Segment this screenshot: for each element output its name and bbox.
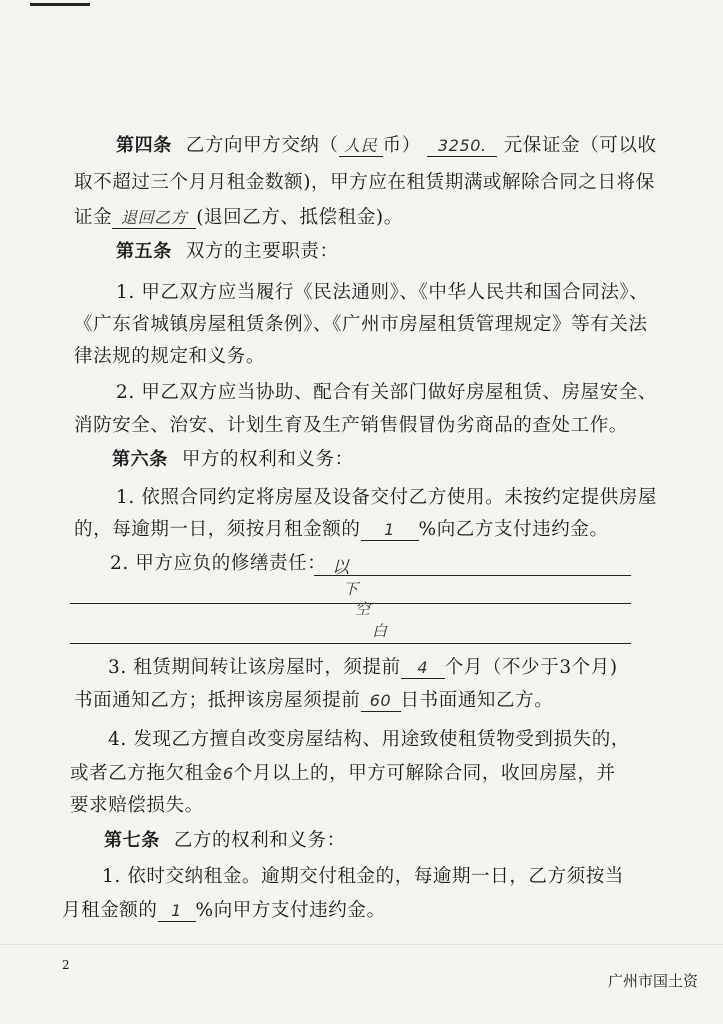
article6-item3-line2: 书面通知乙方；抵押该房屋须提前 60 日书面通知乙方。: [74, 690, 554, 711]
article6-item4-line3: 要求赔偿损失。: [70, 795, 204, 816]
article7-heading-line: 第七条 乙方的权利和义务：: [104, 830, 346, 851]
article5-heading: 第五条: [116, 241, 172, 262]
article7-heading: 第七条: [104, 830, 160, 851]
landlord-penalty-blank: 1: [361, 520, 419, 541]
arrears-months: 6: [222, 764, 234, 783]
article5-item1-line1: 1. 甲乙双方应当履行《民法通则》、《中华人民共和国合同法》、: [116, 282, 649, 303]
article6-item1-line1: 1. 依照合同约定将房屋及设备交付乙方使用。未按约定提供房屋: [116, 487, 658, 508]
article5-item2-line2: 消防安全、治安、计划生育及生产销售假冒伪劣商品的查处工作。: [74, 415, 628, 436]
article6-heading: 第六条: [112, 449, 168, 470]
article4-heading: 第四条: [116, 135, 172, 156]
article5-item2-line1: 2. 甲乙双方应当协助、配合有关部门做好房屋租赁、房屋安全、: [116, 382, 658, 403]
repair-handwriting-3: 空: [355, 600, 371, 618]
repair-blank-line-1: [314, 575, 631, 576]
page-number: 2: [62, 958, 70, 972]
scan-artifact-line: [0, 944, 723, 945]
article6-item4-line2: 或者乙方拖欠租金6个月以上的，甲方可解除合同，收回房屋，并: [70, 763, 616, 784]
article7-item1-line1: 1. 依时交纳租金。逾期交付租金的，每逾期一日，乙方须按当: [102, 866, 624, 887]
article6-heading-line: 第六条 甲方的权利和义务：: [112, 449, 354, 470]
article4-line2: 取不超过三个月月租金数额)，甲方应在租赁期满或解除合同之日将保: [74, 172, 655, 193]
article5-item1-line2: 《广东省城镇房屋租赁条例》、《广州市房屋租赁管理规定》等有关法: [74, 314, 648, 335]
article5-heading-line: 第五条 双方的主要职责：: [116, 241, 339, 262]
repair-handwriting-1: 以: [332, 558, 349, 578]
article6-item1-line2: 的，每逾期一日，须按月租金额的 1 %向乙方支付违约金。: [74, 519, 609, 540]
repair-blank-line-3: [70, 643, 631, 644]
scan-edge-mark: [30, 3, 90, 6]
transfer-notice-blank: 4: [401, 658, 445, 679]
mortgage-notice-blank: 60: [361, 691, 401, 712]
article4-line3: 证金 退回乙方 (退回乙方、抵偿租金)。: [74, 207, 403, 228]
article6-item2-label: 2. 甲方应负的修缮责任：: [110, 553, 327, 574]
article7-item1-line2: 月租金额的 1 %向甲方支付违约金。: [62, 900, 386, 921]
footer-issuer: 广州市国土资: [608, 972, 699, 990]
deposit-method-blank: 退回乙方: [112, 208, 196, 229]
repair-handwriting-2: 下: [343, 580, 359, 598]
article5-item1-line3: 律法规的规定和义务。: [74, 346, 266, 367]
repair-handwriting-4: 白: [372, 622, 388, 640]
article6-item3-line1: 3. 租赁期间转让该房屋时，须提前 4 个月（不少于3个月): [108, 657, 618, 678]
tenant-penalty-blank: 1: [158, 901, 196, 922]
article4-line1: 第四条 乙方向甲方交纳（ 人民 币） 3250. 元保证金（可以收: [116, 135, 657, 156]
article6-item4-line1: 4. 发现乙方擅自改变房屋结构、用途致使租赁物受到损失的，: [108, 729, 630, 750]
deposit-amount-blank: 3250.: [427, 136, 497, 157]
repair-blank-line-2: [70, 603, 631, 604]
currency-blank: 人民: [339, 136, 383, 157]
